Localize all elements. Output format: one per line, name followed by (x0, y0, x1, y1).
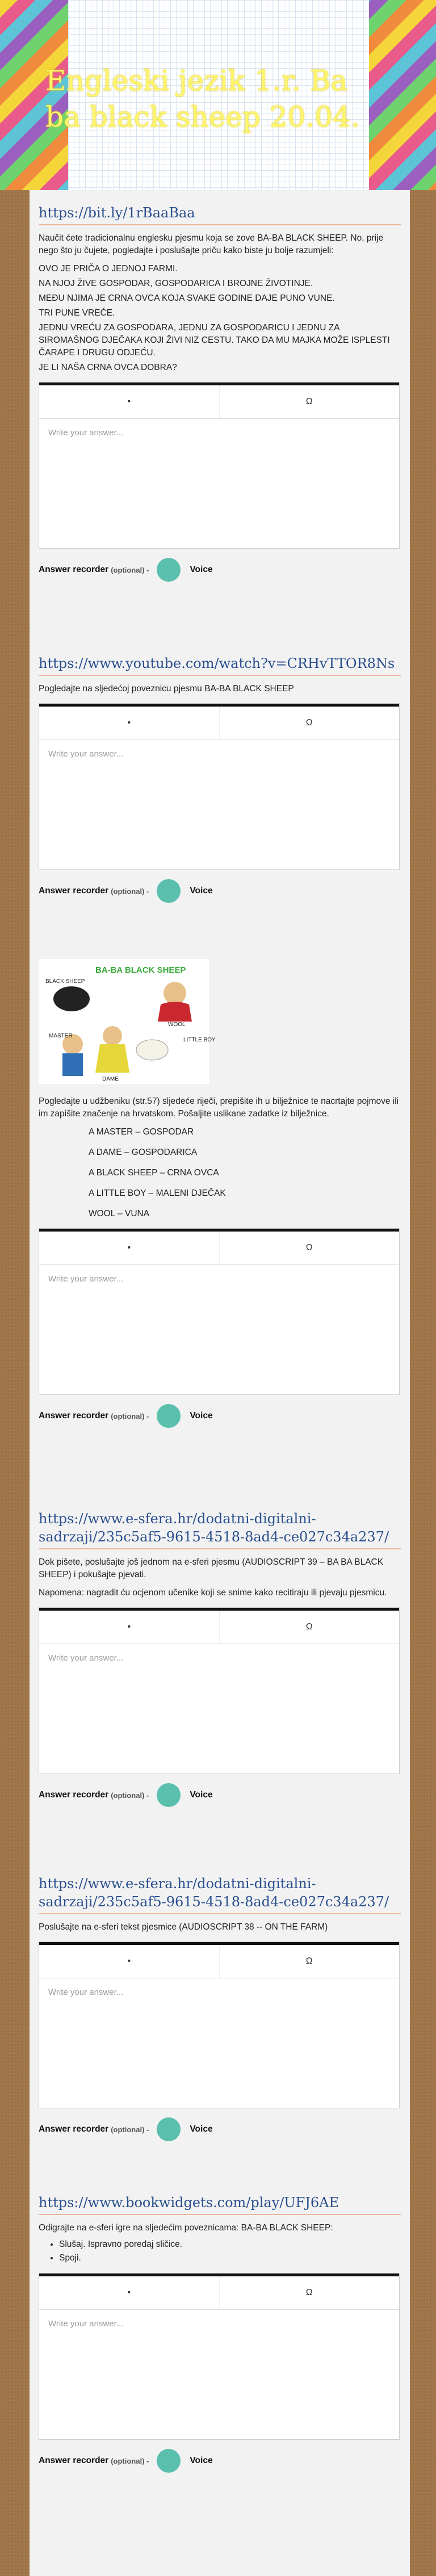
recorder-label: Answer recorder (39, 1411, 109, 1421)
voice-record-button[interactable] (157, 879, 181, 903)
black-sheep-shape (53, 986, 90, 1011)
special-characters-button[interactable]: Ω (219, 385, 400, 418)
voice-record-button[interactable] (157, 2117, 181, 2141)
recorder-label: Answer recorder (39, 2456, 109, 2465)
answer-input[interactable]: Write your answer... (48, 1274, 124, 1284)
vocabulary-item: A BLACK SHEEP – CRNA OVCA (89, 1168, 219, 1178)
voice-label: Voice (190, 1411, 213, 1421)
answer-box (39, 1607, 400, 1774)
vocabulary-item: A LITTLE BOY – MALENI DJEČAK (89, 1188, 226, 1198)
vocabulary-item: A MASTER – GOSPODAR (89, 1127, 194, 1137)
special-characters-button[interactable]: Ω (219, 1945, 400, 1978)
answer-box (39, 1942, 400, 2108)
section-intro: Naučit ćete tradicionalnu englesku pjesmu koja se zove BA-BA BLACK SHEEP. No, prije nego što ju čujete, pogledajte i poslušajte priču kako biste ju bolje razumjeli: (39, 233, 384, 255)
answer-recorder (39, 2117, 401, 2141)
section-1 (39, 204, 401, 582)
answer-input[interactable]: Write your answer... (48, 428, 124, 438)
answer-box (39, 2273, 400, 2440)
story-line: OVO JE PRIČA O JEDNOJ FARMI. (39, 264, 178, 274)
bullet-list-button[interactable]: • (127, 1956, 131, 1966)
answer-box (39, 382, 400, 549)
section-6 (39, 2193, 401, 2473)
answer-box (39, 703, 400, 870)
story-line: MEĐU NJIMA JE CRNA OVCA KOJA SVAKE GODINE DAJE PUNO VUNE. (39, 293, 335, 303)
recorder-optional: (optional) - (111, 1791, 149, 1800)
story-line: NA NJOJ ŽIVE GOSPODAR, GOSPODARICA I BROJNE ŽIVOTINJE. (39, 279, 313, 288)
bullet-list-button[interactable]: • (127, 1622, 131, 1632)
voice-label: Voice (190, 2124, 213, 2134)
section-intro: Odigrajte na e-sferi igre na sljedećim poveznicama: BA-BA BLACK SHEEP: (39, 2223, 333, 2233)
voice-record-button[interactable] (157, 2449, 181, 2473)
answer-input[interactable]: Write your answer... (48, 749, 124, 759)
story-line: JE LI NAŠA CRNA OVCA DOBRA? (39, 363, 177, 372)
voice-label: Voice (190, 886, 213, 896)
game-list (39, 2238, 401, 2265)
voice-label: Voice (190, 565, 213, 574)
bullet-list-button[interactable]: • (127, 397, 131, 406)
section-link[interactable]: https://bit.ly/1rBaaBaa (39, 204, 401, 225)
bullet-list-button[interactable]: • (127, 1243, 131, 1253)
section-intro: Dok pišete, poslušajte još jednom na e-sferi pjesmu (AUDIOSCRIPT 39 – BA BA BLACK SHEEP) i pokušajte pjevati. (39, 1557, 384, 1579)
answer-recorder (39, 1404, 401, 1428)
special-characters-button[interactable]: Ω (219, 707, 400, 739)
recorder-optional: (optional) - (111, 1411, 149, 1421)
answer-input[interactable]: Write your answer... (48, 2319, 124, 2329)
answer-toolbar (39, 704, 399, 740)
voice-record-button[interactable] (157, 1783, 181, 1807)
special-characters-button[interactable]: Ω (219, 1611, 400, 1644)
answer-recorder (39, 1783, 401, 1807)
illustration-svg (39, 959, 216, 1084)
vocabulary-item: WOOL – VUNA (89, 1209, 150, 1218)
wool-bag-shape (136, 1040, 168, 1060)
answer-toolbar (39, 1942, 399, 1978)
recorder-label: Answer recorder (39, 2124, 109, 2134)
section-link[interactable]: https://www.e-sfera.hr/dodatni-digitalni-sadrzaji/235c5af5-9615-4518-8ad4-ce027c34a237/ (39, 1875, 401, 1914)
page-title: Engleski jezik 1.r. Ba ba black sheep 20.04. (45, 64, 360, 133)
voice-record-button[interactable] (157, 1404, 181, 1428)
list-item: • Spoji. (59, 2251, 401, 2265)
recorder-optional: (optional) - (111, 2456, 149, 2465)
answer-toolbar (39, 1608, 399, 1644)
answer-toolbar (39, 1229, 399, 1265)
voice-label: Voice (190, 1790, 213, 1800)
answer-box (39, 1228, 400, 1395)
section-link[interactable]: https://www.bookwidgets.com/play/UFJ6AE (39, 2193, 401, 2215)
label-master: MASTER (49, 1033, 73, 1039)
section-3 (39, 959, 401, 1428)
recorder-label: Answer recorder (39, 886, 109, 896)
answer-toolbar (39, 383, 399, 419)
section-2 (39, 654, 401, 903)
label-black-sheep: BLACK SHEEP (45, 978, 85, 985)
section-intro: Pogledajte na sljedećoj poveznicu pjesmu BA-BA BLACK SHEEP (39, 684, 294, 694)
answer-toolbar (39, 2274, 399, 2310)
special-characters-button[interactable]: Ω (219, 2276, 400, 2309)
special-characters-button[interactable]: Ω (219, 1232, 400, 1264)
list-item: • Slušaj. Ispravno poredaj sličice. (59, 2238, 401, 2251)
ba-ba-black-sheep-illustration (39, 959, 216, 1084)
section-link[interactable]: https://www.e-sfera.hr/dodatni-digitalni-sadrzaji/235c5af5-9615-4518-8ad4-ce027c34a237/ (39, 1510, 401, 1549)
header-banner (0, 0, 436, 190)
section-4 (39, 1510, 401, 1807)
dame-body-shape (158, 1002, 192, 1022)
label-little-boy: LITTLE BOY (183, 1037, 216, 1043)
answer-recorder (39, 2449, 401, 2473)
story-line: TRI PUNE VREĆE. (39, 308, 115, 318)
master-body-shape (62, 1053, 83, 1076)
dame2-head-shape (103, 1026, 122, 1045)
story-line: JEDNU VREĆU ZA GOSPODARA, JEDNU ZA GOSPODARICU I JEDNU ZA SIROMAŠNOG DJEČAKA KOJI ŽIVI NIZ CESTU. TAKO DA MU MAJKA MOŽE ISPLESTI ČARAPE I DRUGU ODJEĆU. (39, 323, 390, 358)
answer-input[interactable]: Write your answer... (48, 1987, 124, 1997)
label-dame: DAME (102, 1076, 119, 1082)
recorder-label: Answer recorder (39, 1790, 109, 1800)
recorder-optional: (optional) - (111, 886, 149, 896)
label-wool: WOOL (168, 1022, 186, 1028)
answer-recorder (39, 879, 401, 903)
dame-head-shape (164, 982, 186, 1005)
section-5 (39, 1875, 401, 2141)
recorder-label: Answer recorder (39, 565, 109, 574)
section-intro: Poslušajte na e-sferi tekst pjesmice (AUDIOSCRIPT 38 -- ON THE FARM) (39, 1922, 328, 1932)
voice-record-button[interactable] (157, 558, 181, 582)
worksheet-card (30, 190, 410, 2576)
illustration-title: BA-BA BLACK SHEEP (95, 965, 186, 975)
section-note: Napomena: nagradit ću ocjenom učenike koji se snime kako recitiraju ili pjevaju pjesmicu. (39, 1588, 387, 1598)
vocabulary-item: A DAME – GOSPODARICA (89, 1148, 198, 1157)
section-link[interactable]: https://www.youtube.com/watch?v=CRHvTTOR8Ns (39, 654, 401, 676)
voice-label: Voice (190, 2456, 213, 2465)
recorder-optional: (optional) - (111, 2125, 149, 2134)
bullet-list-button[interactable]: • (127, 718, 131, 728)
dame2-body-shape (95, 1044, 129, 1073)
bullet-list-button[interactable]: • (127, 2288, 131, 2297)
answer-recorder (39, 558, 401, 582)
section-intro: Pogledajte u udžbeniku (str.57) sljedeće riječi, prepišite ih u bilježnice te nacrtajte pojmove ili im zapišite značenje na hrvatskom. Pošaljite uslikane zadatke iz bilježnice. (39, 1096, 399, 1119)
vocabulary-list (39, 1126, 401, 1220)
recorder-optional: (optional) - (111, 565, 149, 574)
answer-input[interactable]: Write your answer... (48, 1653, 124, 1663)
